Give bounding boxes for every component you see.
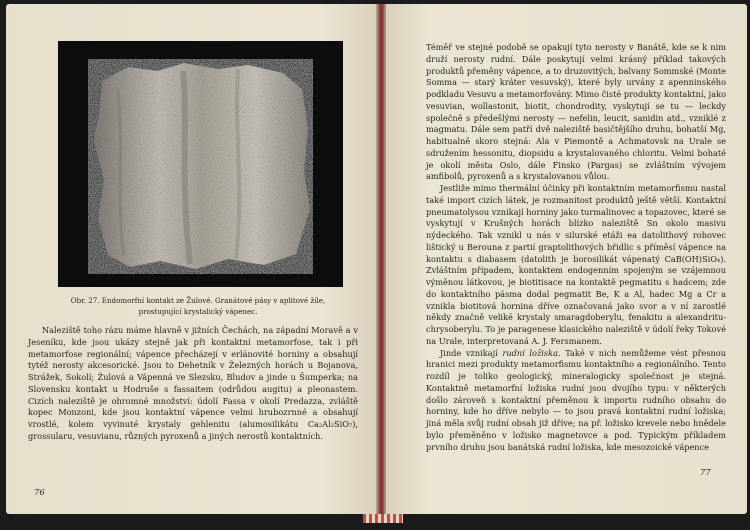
left-paragraph: Naleziště toho rázu máme hlavně v jižních Čechách, na západní Moravě a v Jeseníku, kde jsou ukázy stejně jak při kontaktní metamorfose, tak i při metamorfose regionální; vápence přecházejí v erlánovité horniny a obsahují tytéž nerosty akcesorické. Jsou to Dehetník v Železných horách u Bojanova, Strážek, Sokolí; Žulová a Vápenná ve Slezsku, Bludov a jinde u Šumperka; na Slovensku kontakt u Hodruše s fassaitem (odrůdou augitu) a pleonastem. Cizích naleziště je ohromné množství: údolí Fassa v okolí Predazza, zvláště kopec Monzoni, kde jsou kontaktní vápence velmi hrubozrnné a obsahují vrostlé, kolem vyvinuté krystaly gehlenitu (alumosilikátu Ca₂Al₂SiO₇), grossularu, vesuvianu, různých pyroxenů a jiných nerostů kontaktních.	[28, 325, 358, 441]
spine-band	[363, 514, 403, 523]
right-page	[386, 4, 747, 514]
rock-specimen-image	[88, 59, 313, 274]
caption-line-2: prostupující krystalický vápenec.	[138, 306, 258, 316]
paragraph-3-italic: rudní ložiska	[502, 347, 558, 358]
paragraph-3-prefix: Jinde vznikají	[440, 347, 503, 358]
figure-caption	[40, 296, 356, 317]
left-page-number: 76	[34, 488, 45, 498]
right-page-number: 77	[700, 468, 711, 478]
right-paragraph-3	[426, 348, 726, 454]
book-spread	[6, 4, 747, 523]
right-paragraph-2: Jestliže mimo thermální účinky při kontaktním metamorfismu nastal také import cizích látek, je rozmanitost produktů ještě větší. Kontaktní pneumatolysou vznikají horniny jako turmalinovec a topazovec, které se vyskytují v Krušných horách blízko naleziště Sn okolo masivu nýdeckého. Tak vznikl u nás v silurské etáži ea datolithový rohovec lištický u Berouna z partií graptolithových břidlic s příměsí vápence na kontaktu s diabasem (datolith je borosilikát vápenatý CaB(OH)SiO₄). Zvláštním případem, kontaktem endogenním spojeným se vzájemnou výměnou látkovou, je biotitisace na kontaktě pegmatitu s hadcem; zde do kontaktního pásma dodal pegmatit Be, K a Al, hadec Mg a Cr a vznikla biotitová hornina dříve označovaná jako svor a v ní zarostlé někdy značně veliké krystaly smaragdoberylu, fenakitu a alexandritu-chrysoberylu. To je paragenese klasického naleziště v údolí řeky Tokové na Urale, interpretovaná A. J. Fersmanem.	[426, 183, 726, 346]
right-paragraph-1: Téměř ve stejné podobě se opakují tyto nerosty v Banátě, kde se k nim druží nerosty rudní. Dále poskytují velmi krásný příklad takových produktů přeměny vápence, a to druzovitých, balvany Sommské (Monte Somma — starý kráter vesuvský), které byly urvány z apenninského podkladu Vesuvu a metamorfovány. Mimo čisté produkty kontaktní, jako vesuvian, wollastonit, biotit, chondrodity, vyskytují se tu — leckdy společně s předešlými nerosty — nefelin, leucit, sanidin atd., vzniklé z magmatu. Dále sem patří dvě naleziště basičtějšího druhu, bohatší Mg, habitualně skoro stejná: Ala v Piemontě a Achmatovsk na Urale se sdružením hessonitu, diopsidu a krystalovaného chloritu. Velmi bohaté je okolí města Oslo, dále Finsko (Pargas) se zvláštním vývojem amfibolů, pyroxenů a s krystalovanou vůlou.	[426, 42, 726, 182]
figure-photo	[58, 41, 343, 287]
left-body-text	[28, 325, 358, 443]
paragraph-3-rest: . Také v nich nemůžeme vést přesnou hranici mezi produkty metamorfismu kontaktního a regionálního. Tento rozdíl je toliko geologický, mineralogicky společnost je stejná. Kontaktně metamorfní ložiska rudní jsou dvojího typu: v některých došlo zároveň s kontaktní přeměnou k importu rudního obsahu do horniny, kde ho dříve nebylo — to jsou pravá kontaktní rudní ložiska; jiná měla svůj rudní obsah již dříve; na př. ložisko krevele nebo hnědele bylo přeměněno v ložisko magnetovce a pod. Typickým příkladem prvního druhu jsou banátská rudní ložiska, kde mesozoické vápence	[426, 347, 727, 452]
left-page	[6, 4, 376, 514]
right-body-text	[426, 42, 726, 453]
book-gutter	[376, 4, 386, 523]
caption-line-1: Obr. 27. Endomorfní kontakt ze Žulové. Granátové pásy v aplitové žíle,	[70, 296, 326, 305]
